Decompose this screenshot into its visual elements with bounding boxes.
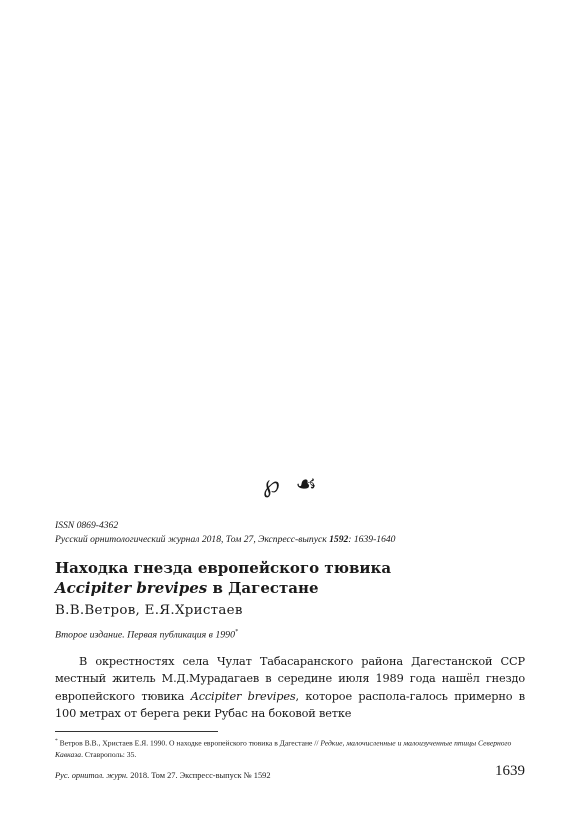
journal-reference xyxy=(55,533,525,547)
edition-text: Второе издание. Первая публикация в 1990 xyxy=(55,629,235,641)
title-species: Accipiter brevipes xyxy=(55,579,208,597)
body-species: Accipiter brevipes xyxy=(190,689,296,703)
article-title xyxy=(55,558,525,598)
body-paragraph xyxy=(55,653,525,722)
page-number: 1639 xyxy=(495,763,525,779)
title-line-2 xyxy=(55,578,525,598)
page-range: : 1639-1640 xyxy=(348,534,396,545)
authors: В.В.Ветров, Е.Я.Христаев xyxy=(55,603,243,618)
journal-prefix: Русский орнитологический журнал 2018, Том 27, Экспресс-выпуск xyxy=(55,534,330,545)
footnote-part-2: . Ставрополь: 35. xyxy=(81,749,137,759)
footnote-part-1: Ветров В.В., Христаев Е.Я. 1990. О находке европейского тювика в Дагестане // xyxy=(57,738,321,748)
issue-number: 1592 xyxy=(329,534,349,545)
footnote xyxy=(55,736,525,760)
footnote-divider xyxy=(55,731,218,732)
publication-meta xyxy=(55,519,525,547)
ornament-right-icon: ☙ xyxy=(295,470,317,498)
footer-issue: 2018. Том 27. Экспресс-выпуск № 1592 xyxy=(128,771,271,780)
footnote-italic: Редкие, малочисленные и малоизученные птицы Северного Кавказа xyxy=(55,738,512,759)
section-ornament xyxy=(0,470,580,498)
edition-footnote-mark: * xyxy=(234,629,238,635)
body-part-1: В окрестностях села Чулат Табасаранского района Дагестанской ССР местный житель М.Д.Мурадагаев в середине июля 1989 года нашёл гнездо европейского тювика xyxy=(55,655,525,703)
edition-note xyxy=(55,629,525,640)
body-part-2: , которое распола-галось примерно в 100 метрах от берега реки Рубас на боковой ветке xyxy=(55,689,525,720)
ornament-left-icon: ℘ xyxy=(263,470,280,498)
issn: ISSN 0869-4362 xyxy=(55,520,119,531)
footnote-mark: * xyxy=(55,738,58,744)
title-rest: в Дагестане xyxy=(207,579,319,597)
footer-journal-abbr: Рус. орнитол. журн. xyxy=(55,771,129,780)
title-line-1: Находка гнезда европейского тювика xyxy=(55,559,392,577)
running-footer xyxy=(55,771,271,780)
